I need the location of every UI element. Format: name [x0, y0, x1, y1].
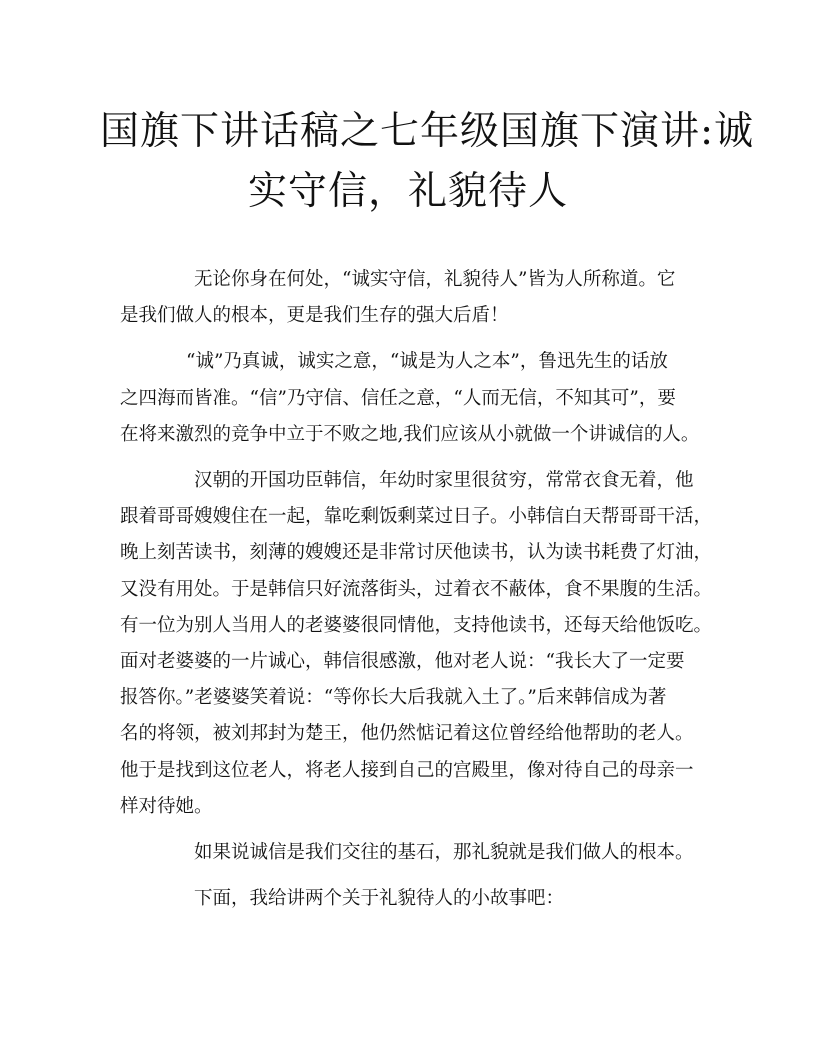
paragraph-line: 之四海而皆准。“信”乃守信、信任之意，“人而无信，不知其可”，要: [120, 387, 676, 409]
paragraph-line: 名的将领，被刘邦封为楚王，他仍然惦记着这位曾经给他帮助的老人。: [120, 723, 694, 745]
paragraph-line: 面对老婆婆的一片诚心，韩信很感激，他对老人说：“我长大了一定要: [120, 651, 685, 673]
paragraph-5: [120, 881, 700, 917]
paragraph-line: “诚”乃真诚，诚实之意，“诚是为人之本”，鲁迅先生的话放: [186, 351, 668, 373]
paragraph-line: 如果说诚信是我们交往的基石，那礼貌就是我们做人的根本。: [194, 842, 694, 864]
paragraph-2: [120, 344, 700, 453]
document-title-line-1: 国旗下讲话稿之七年级国旗下演讲:诚: [100, 109, 755, 154]
paragraph-4: [120, 835, 700, 871]
paragraph-line: 又没有用处。于是韩信只好流落街头，过着衣不蔽体，食不果腹的生活。: [120, 578, 713, 600]
paragraph-line: 汉朝的开国功臣韩信，年幼时家里很贫穷，常常衣食无着，他: [194, 470, 694, 492]
paragraph-line: 下面，我给讲两个关于礼貌待人的小故事吧：: [194, 888, 565, 910]
paragraph-line: 是我们做人的根本，更是我们生存的强大后盾！: [120, 305, 509, 327]
document-body: [120, 262, 713, 917]
paragraph-line: 晚上刻苦读书，刻薄的嫂嫂还是非常讨厌他读书，认为读书耗费了灯油，: [120, 542, 713, 564]
paragraph-3: [120, 463, 713, 825]
paragraph-line: 报答你。”老婆婆笑着说：“等你长大后我就入土了。”后来韩信成为著: [120, 687, 667, 709]
paragraph-line: 他于是找到这位老人，将老人接到自己的宫殿里，像对待自己的母亲一: [120, 759, 694, 781]
paragraph-line: 跟着哥哥嫂嫂住在一起，靠吃剩饭剩菜过日子。小韩信白天帮哥哥干活，: [120, 506, 713, 528]
paragraph-line: 无论你身在何处，“诚实守信，礼貌待人”皆为人所称道。它: [194, 269, 676, 290]
paragraph-line: 有一位为别人当用人的老婆婆很同情他，支持他读书，还每天给他饭吃。: [120, 614, 713, 636]
document-title-line-2: 实守信，礼貌待人: [247, 169, 568, 214]
paragraph-line: 样对待她。: [120, 795, 213, 817]
paragraph-1: [120, 262, 700, 334]
paragraph-line: 在将来激烈的竞争中立于不败之地,我们应该从小就做一个讲诚信的人。: [120, 423, 700, 445]
